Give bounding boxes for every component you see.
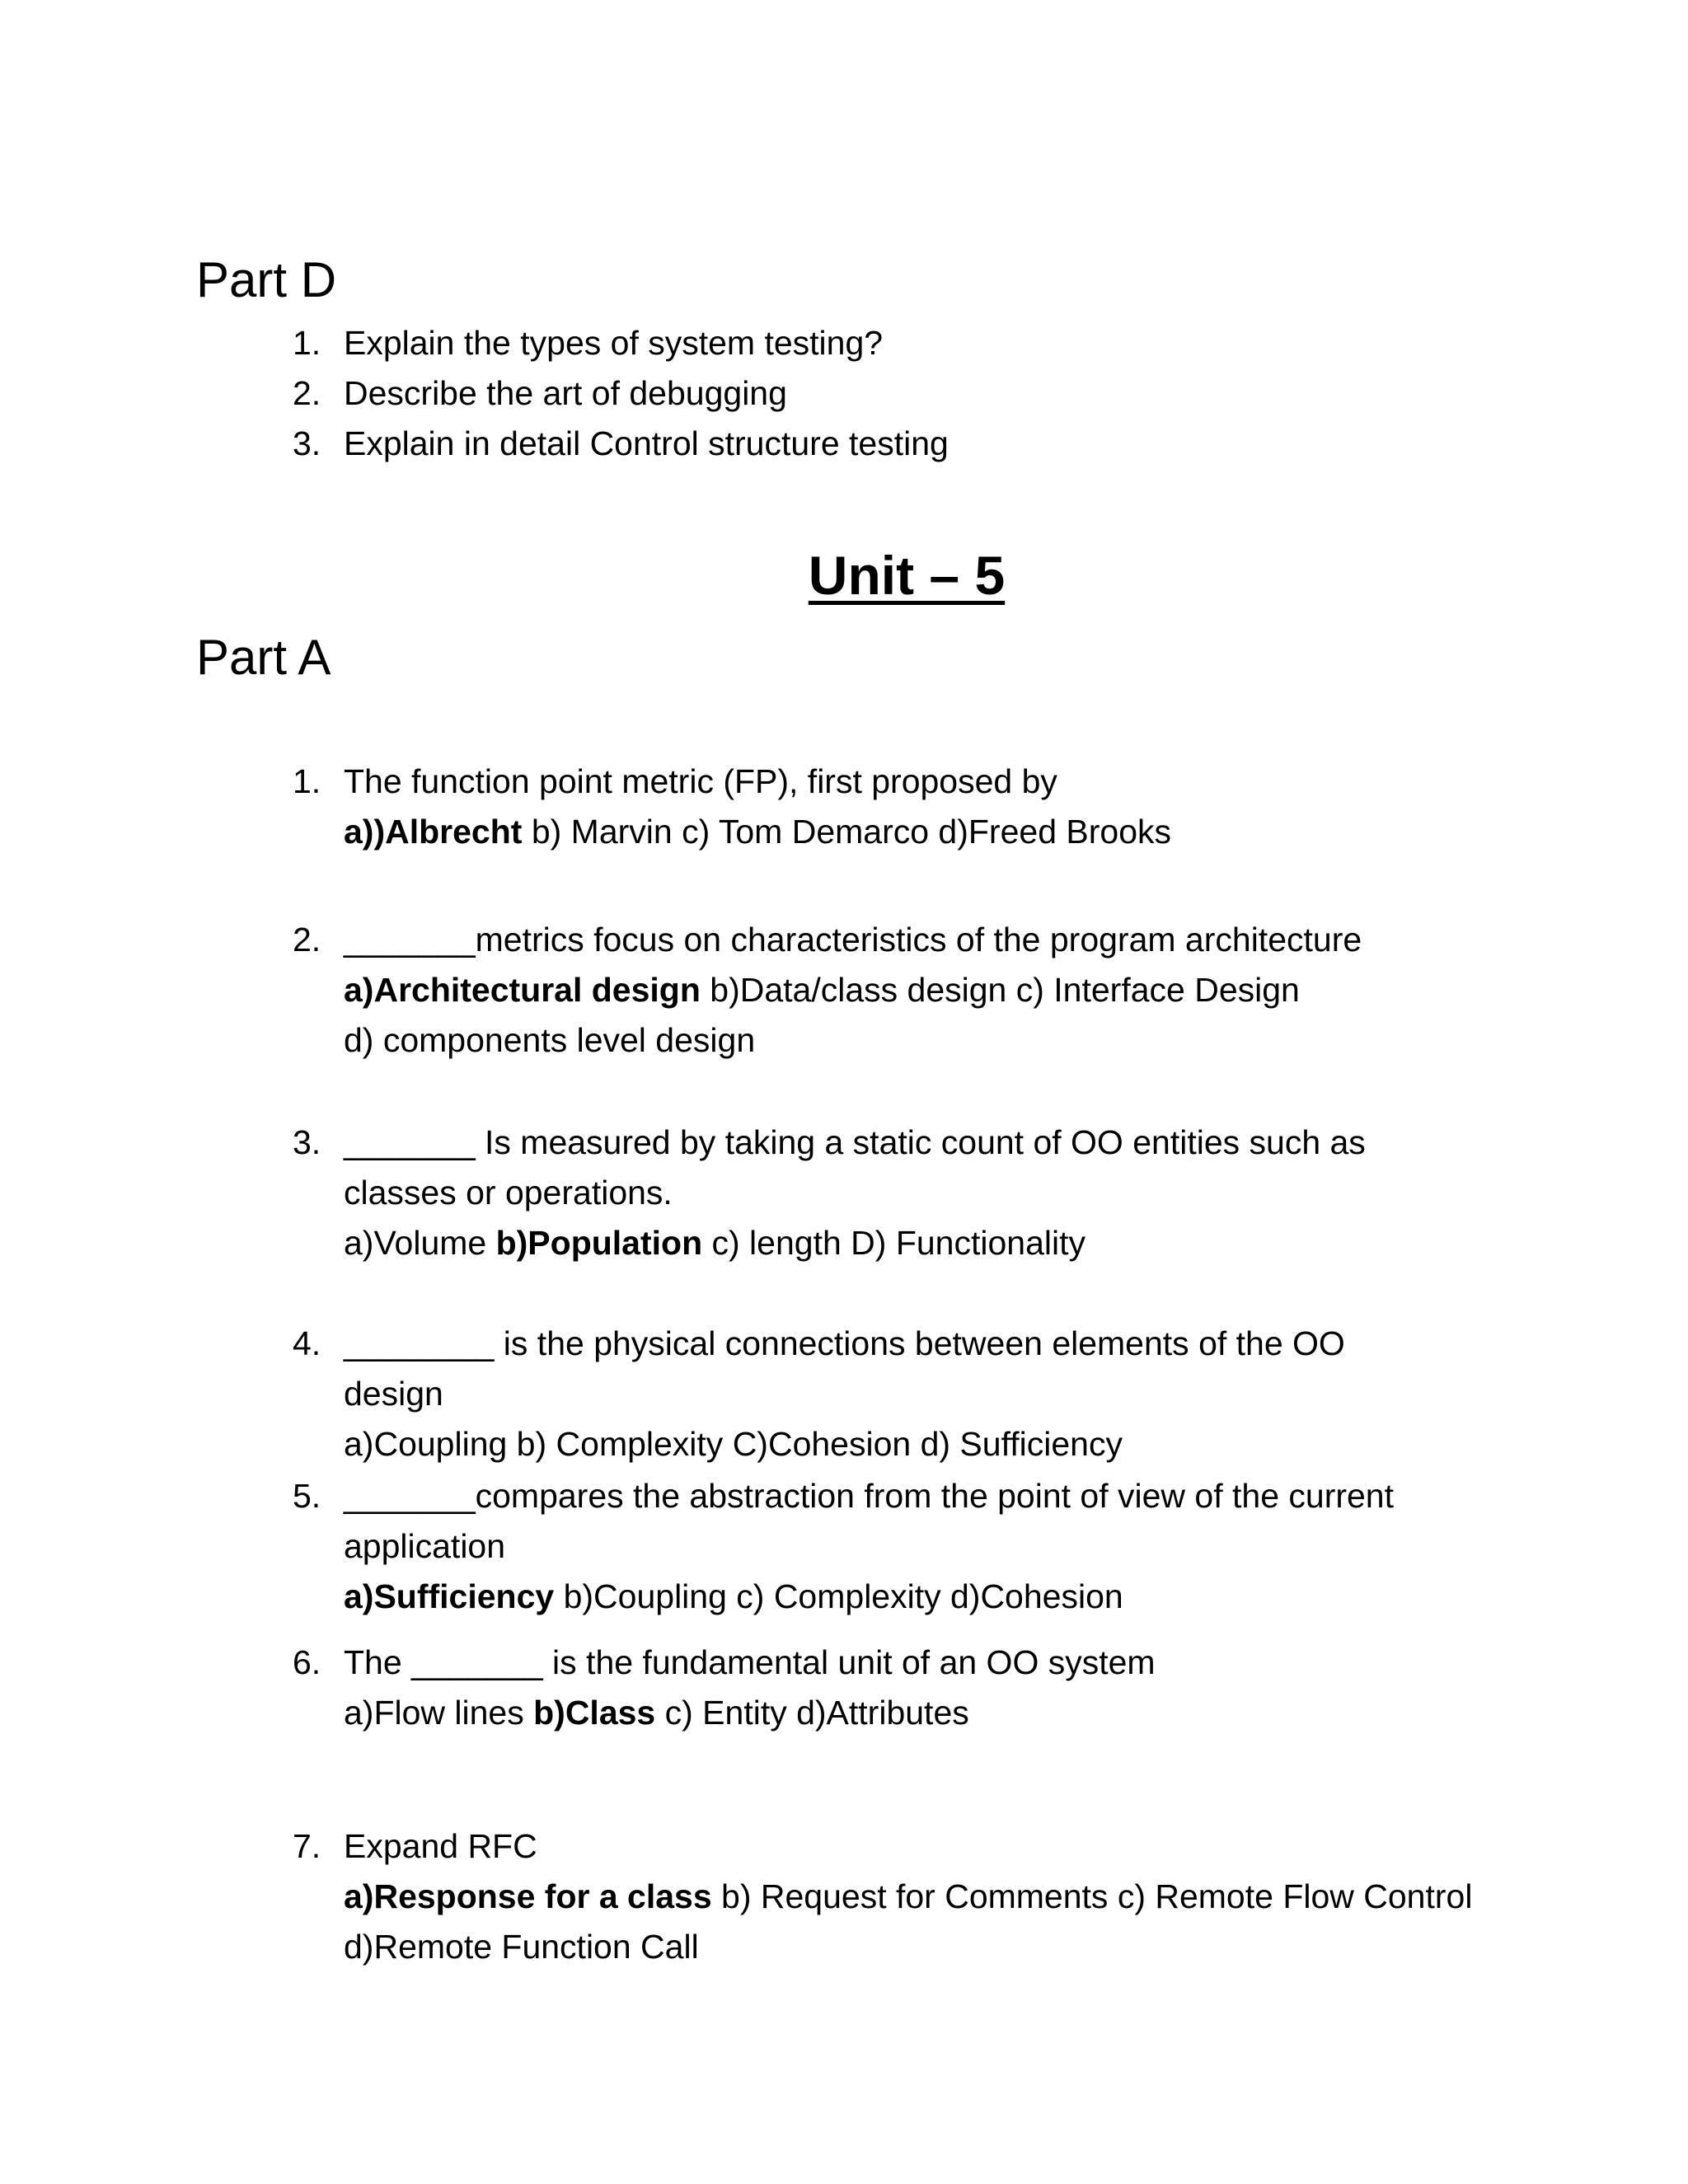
question-number: 3. <box>293 1123 321 1161</box>
correct-answer: b)Population <box>495 1224 703 1262</box>
option-text: c) Entity d)Attributes <box>655 1694 969 1732</box>
question-line <box>293 915 1529 965</box>
part-a-question-6 <box>293 1638 1529 1738</box>
option-text: a)Flow lines <box>344 1694 534 1732</box>
question-text: The _______ is the fundamental unit of an OO system <box>344 1643 1156 1681</box>
question-line <box>293 1521 1529 1572</box>
question-number: 7. <box>293 1827 321 1865</box>
part-a-question-5 <box>293 1471 1529 1622</box>
options-text <box>344 1688 969 1738</box>
options-line <box>293 1922 1529 1972</box>
part-d-question-2 <box>293 368 1529 419</box>
question-number: 4. <box>293 1324 321 1362</box>
options-text <box>344 1015 755 1066</box>
option-text: a)Coupling b) Complexity C)Cohesion d) Sufficiency <box>344 1425 1123 1463</box>
option-text: a)Volume <box>344 1224 496 1262</box>
question-text: _______metrics focus on characteristics of the program architecture <box>344 921 1362 958</box>
option-text: d) components level design <box>344 1021 756 1059</box>
part-d-question-list <box>293 318 1529 469</box>
question-text: _______ Is measured by taking a static count of OO entities such as <box>344 1123 1366 1161</box>
question-line <box>293 1638 1529 1688</box>
question-number: 2. <box>293 921 321 958</box>
options-line <box>293 807 1529 857</box>
options-line <box>293 1872 1529 1922</box>
question-text: classes or operations. <box>344 1174 673 1212</box>
options-line <box>293 965 1529 1015</box>
option-text: b)Data/class design c) Interface Design <box>700 971 1300 1009</box>
options-line <box>293 1572 1529 1622</box>
question-number: 6. <box>293 1643 321 1681</box>
question-text: Explain the types of system testing? <box>344 324 884 362</box>
question-text: application <box>344 1527 506 1565</box>
question-line <box>293 1369 1529 1419</box>
option-text: b) Request for Comments c) Remote Flow Control <box>711 1877 1473 1915</box>
option-text: c) length D) Functionality <box>702 1224 1085 1262</box>
options-line <box>293 1015 1529 1066</box>
question-text: _______compares the abstraction from the point of view of the current <box>344 1477 1395 1515</box>
question-text: Explain in detail Control structure testing <box>344 424 949 462</box>
part-a-question-1 <box>293 757 1529 857</box>
question-text: The function point metric (FP), first proposed by <box>344 762 1057 800</box>
option-text: b) Marvin c) Tom Demarco d)Freed Brooks <box>522 813 1171 851</box>
question-number: 1. <box>293 324 321 362</box>
question-number: 1. <box>293 762 321 800</box>
option-text: b)Coupling c) Complexity d)Cohesion <box>554 1577 1123 1615</box>
question-line <box>293 757 1529 807</box>
part-a-question-2 <box>293 915 1529 1066</box>
part-a-question-3 <box>293 1118 1529 1268</box>
options-text <box>344 1218 1085 1268</box>
unit-title: Unit – 5 <box>808 545 1006 606</box>
question-text: design <box>344 1375 443 1413</box>
part-a-question-4 <box>293 1319 1529 1469</box>
question-number: 3. <box>293 424 321 462</box>
option-text: d)Remote Function Call <box>344 1928 699 1966</box>
part-d-question-3 <box>293 419 1529 469</box>
options-text <box>344 1872 1472 1922</box>
options-text <box>344 1419 1123 1469</box>
options-line <box>293 1419 1529 1469</box>
correct-answer: a)Architectural design <box>344 971 701 1009</box>
question-line <box>293 1168 1529 1218</box>
correct-answer: a)Response for a class <box>344 1877 712 1915</box>
correct-answer: b)Class <box>533 1694 656 1732</box>
part-a-heading: Part A <box>196 630 331 685</box>
part-d-heading: Part D <box>196 252 337 307</box>
options-text <box>344 807 1171 857</box>
part-a-question-7 <box>293 1821 1529 1972</box>
question-line <box>293 1471 1529 1521</box>
question-text: ________ is the physical connections between elements of the OO <box>344 1324 1345 1362</box>
correct-answer: a)Sufficiency <box>344 1577 555 1615</box>
options-line <box>293 1688 1529 1738</box>
options-text <box>344 1572 1123 1622</box>
options-text <box>344 1922 699 1972</box>
part-d-question-1 <box>293 318 1529 368</box>
question-number: 5. <box>293 1477 321 1515</box>
question-line <box>293 1821 1529 1872</box>
options-text <box>344 965 1300 1015</box>
question-line <box>293 1319 1529 1369</box>
options-line <box>293 1218 1529 1268</box>
question-text: Expand RFC <box>344 1827 537 1865</box>
question-number: 2. <box>293 374 321 412</box>
correct-answer: a))Albrecht <box>344 813 523 851</box>
question-line <box>293 1118 1529 1168</box>
question-text: Describe the art of debugging <box>344 374 787 412</box>
